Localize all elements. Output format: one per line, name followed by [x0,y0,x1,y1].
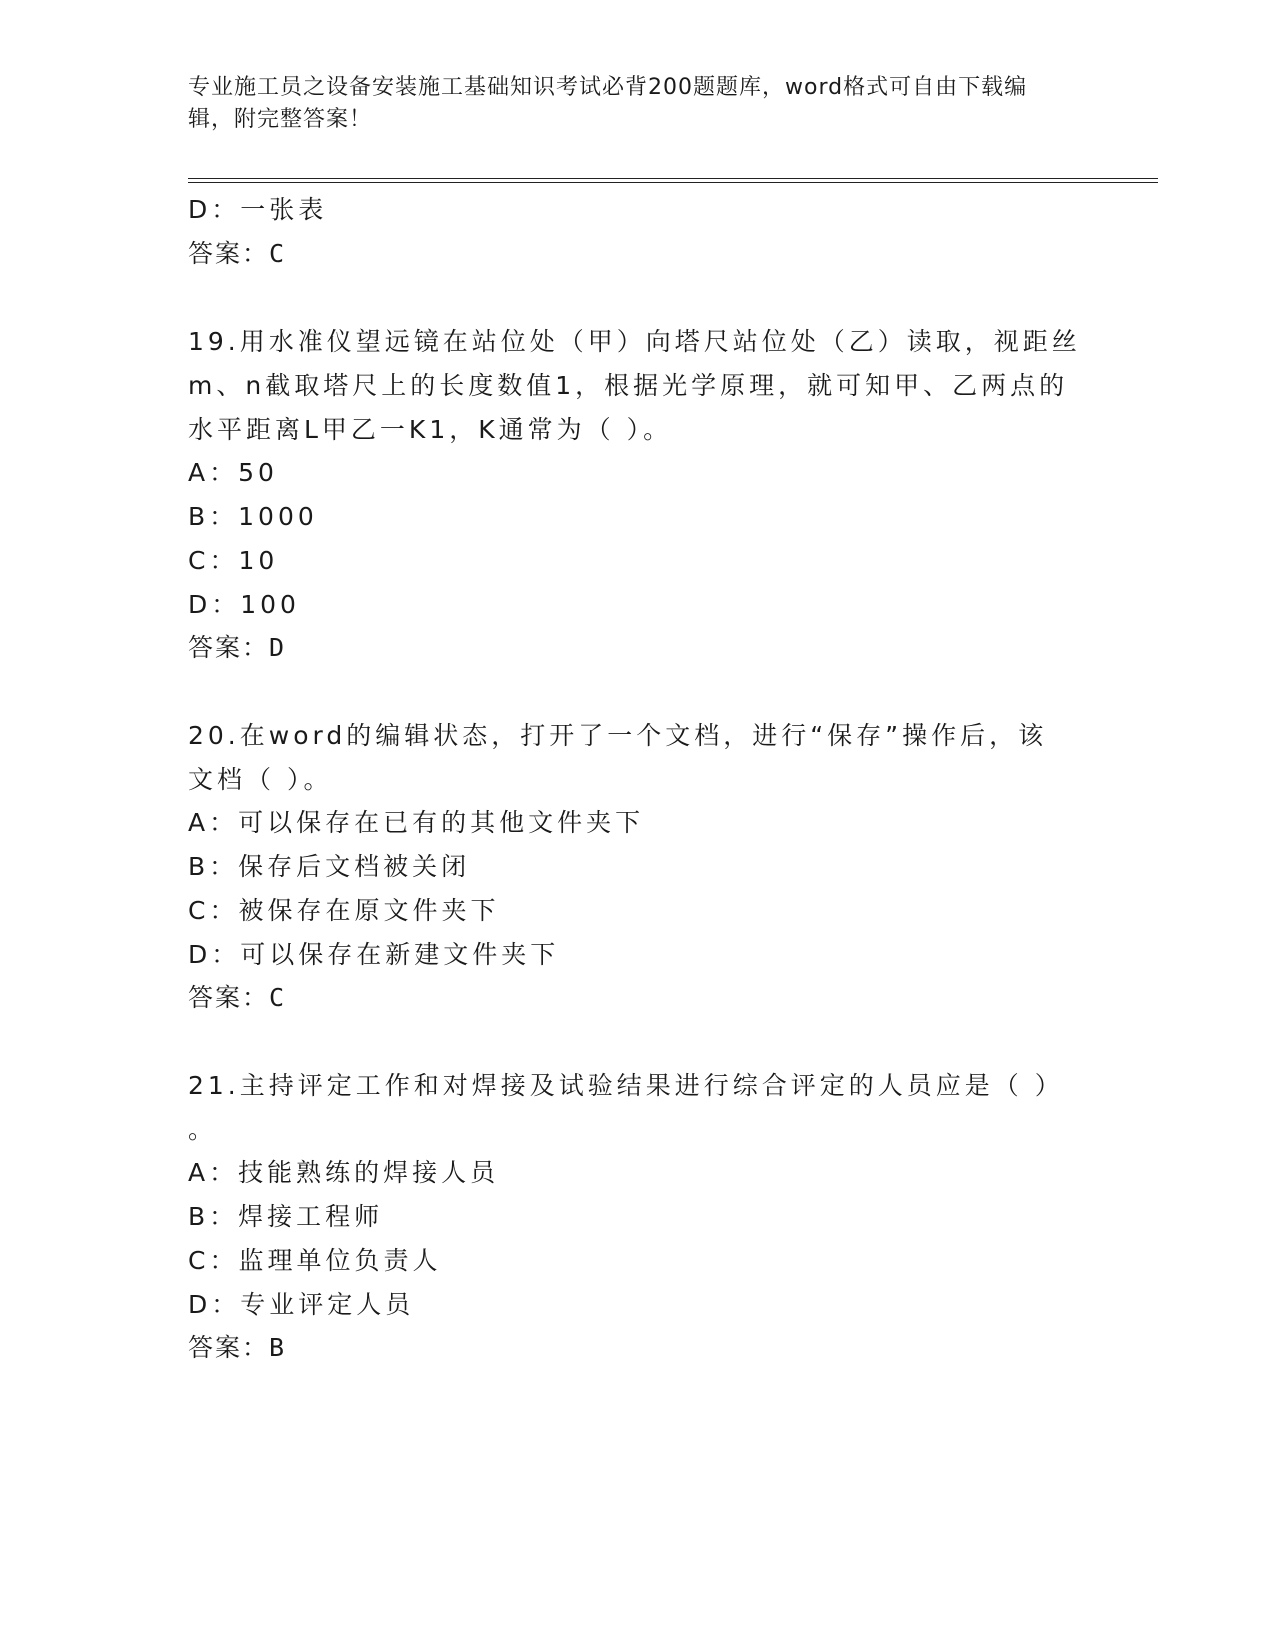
question-19-stem-line-3: 水平距离L甲乙一K1，K通常为（ ）。 [188,415,673,444]
question-20-option-c: C：被保存在原文件夹下 [188,896,500,925]
question-19-stem-line-2: m、n截取塔尺上的长度数值1，根据光学原理，就可知甲、乙两点的 [188,371,1069,400]
answer-value: C [269,239,285,268]
prev-answer [188,238,284,270]
answer-label: 答案： [188,983,270,1012]
question-20-option-b: B：保存后文档被关闭 [188,852,471,881]
question-21-option-a: A：技能熟练的焊接人员 [188,1158,500,1187]
question-19-answer [188,632,284,664]
question-19-option-c: C：10 [188,546,279,575]
question-19-option-d: D：100 [188,590,300,619]
question-20-option-d: D：可以保存在新建文件夹下 [188,940,560,969]
question-21-answer [188,1332,284,1364]
question-20-stem-line-2: 文档（ ）。 [188,765,333,794]
answer-value: B [269,1333,285,1362]
header-divider [188,178,1158,183]
question-19-option-b: B：1000 [188,502,318,531]
question-21-option-c: C：监理单位负责人 [188,1246,442,1275]
answer-label: 答案： [188,1333,270,1362]
prev-option-d: D：一张表 [188,195,328,224]
question-21-stem-line-1: 21.主持评定工作和对焊接及试验结果进行综合评定的人员应是（ ） [188,1071,1064,1100]
question-21-option-d: D：专业评定人员 [188,1290,415,1319]
question-21-option-b: B：焊接工程师 [188,1202,384,1231]
answer-label: 答案： [188,633,270,662]
question-20-stem-line-1: 20.在word的编辑状态，打开了一个文档，进行“保存”操作后，该 [188,721,1048,750]
answer-value: C [269,983,285,1012]
page-header: 专业施工员之设备安装施工基础知识考试必背200题题库，word格式可自由下载编辑，附完整答案！ [188,75,1028,132]
question-19-stem-line-1: 19.用水准仪望远镜在站位处（甲）向塔尺站位处（乙）读取，视距丝 [188,327,1081,356]
question-19-option-a: A：50 [188,458,278,487]
answer-value: D [269,633,285,662]
question-21-stem-line-2: 。 [188,1115,218,1144]
question-20-answer [188,982,284,1014]
answer-label: 答案： [188,239,270,268]
question-20-option-a: A：可以保存在已有的其他文件夹下 [188,808,645,837]
